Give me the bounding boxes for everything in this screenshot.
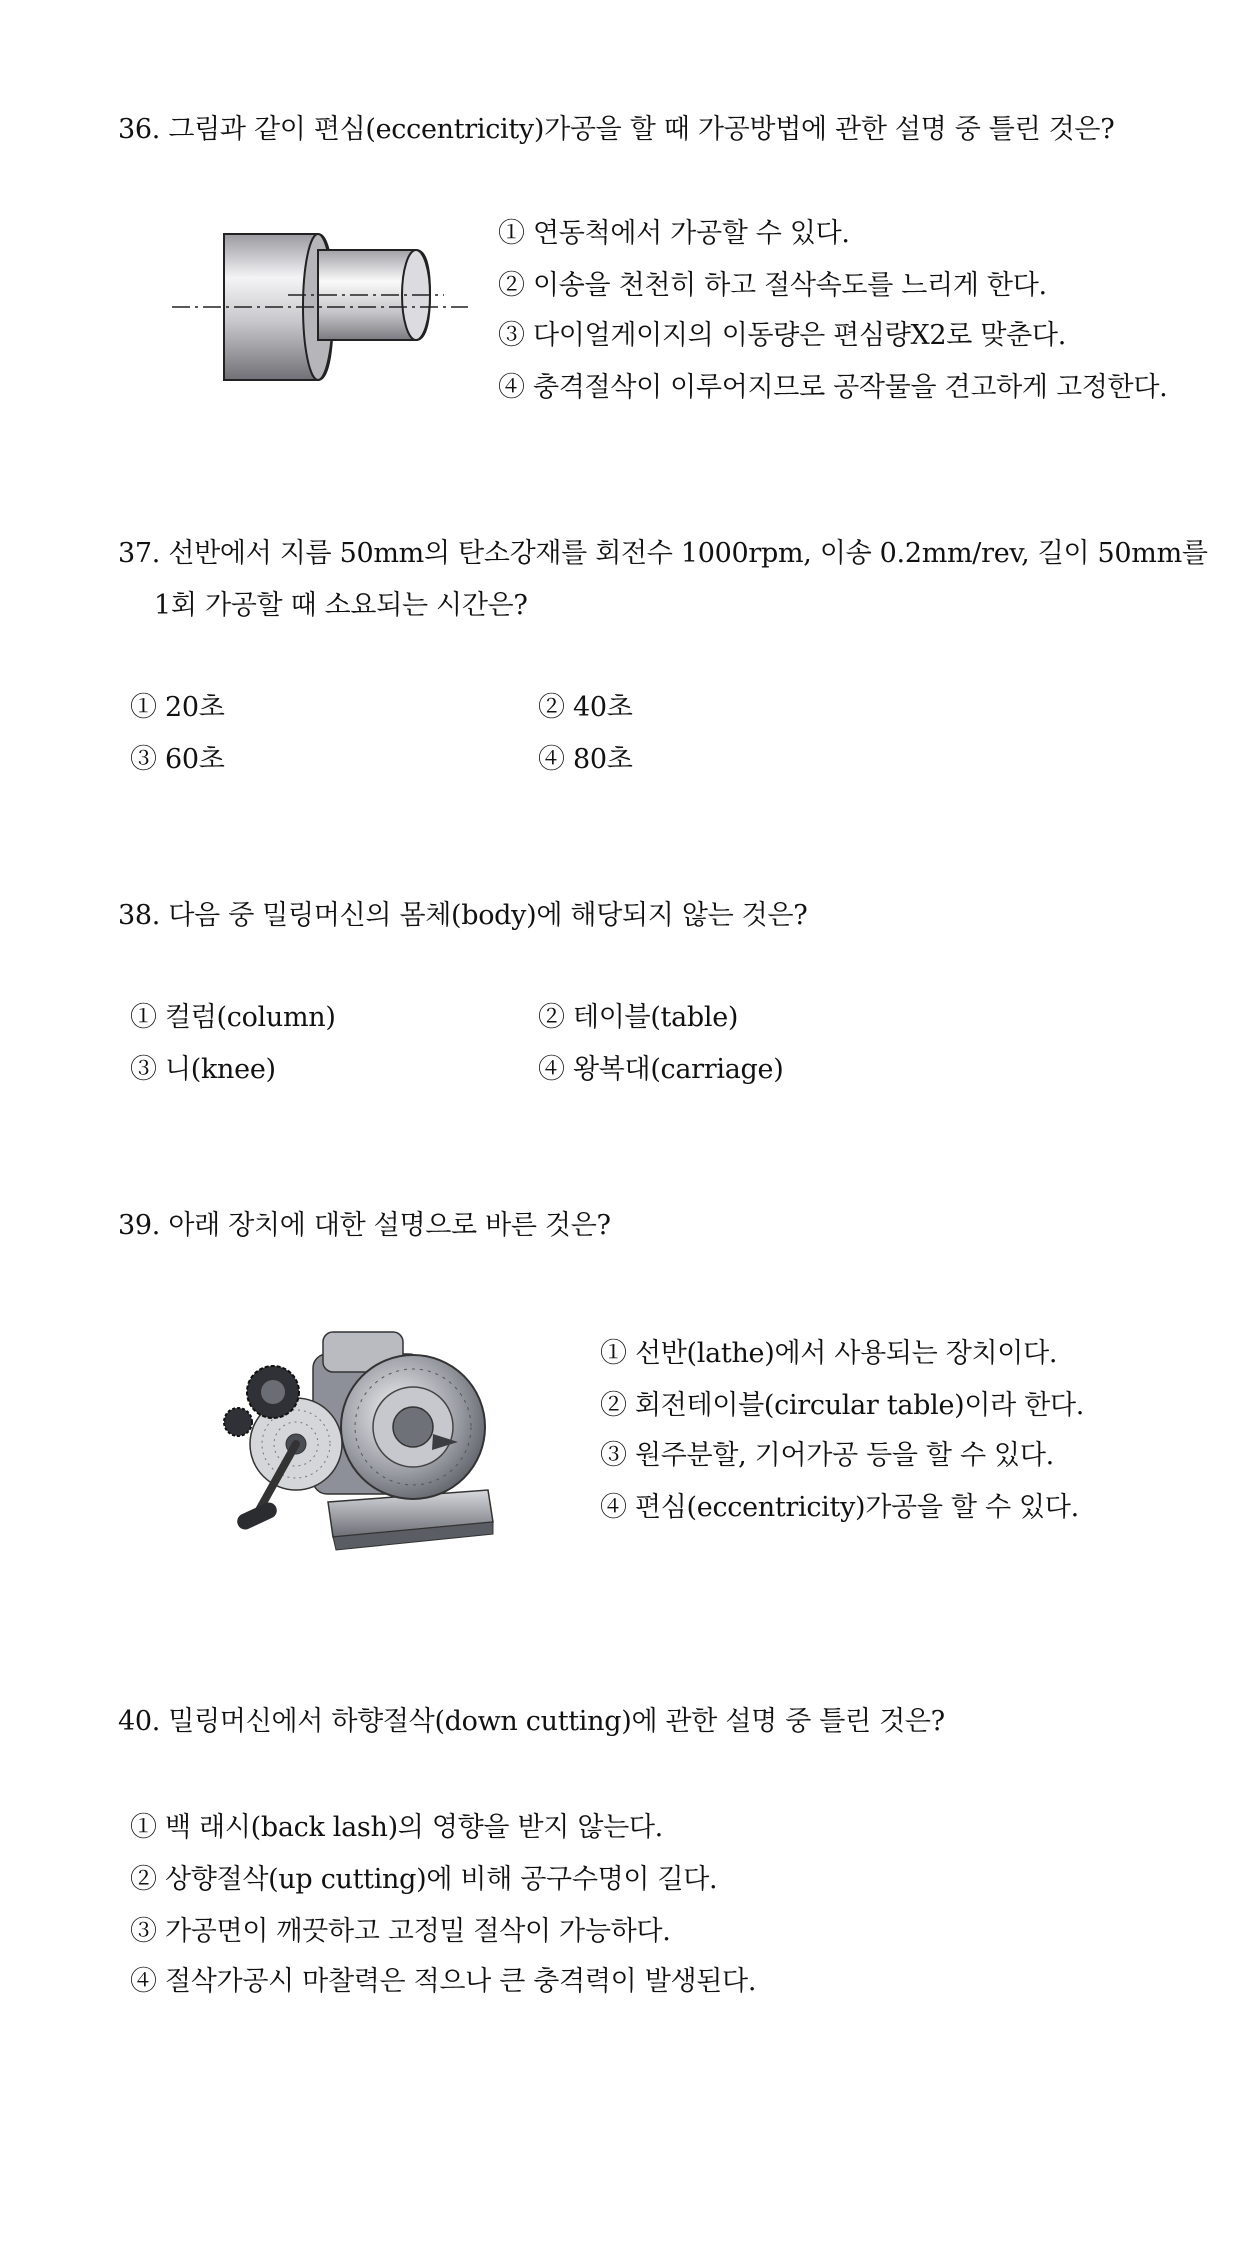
question-37-option-4[interactable]: ④ 80초 (538, 744, 633, 775)
question-36-option-3[interactable]: ③ 다이얼게이지의 이동량은 편심량X2로 맞춘다. (498, 320, 1066, 351)
question-text: 다음 중 밀링머신의 몸체(body)에 해당되지 않는 것은? (168, 900, 808, 931)
eccentric-shaft-diagram (168, 222, 478, 392)
question-number: 39. (118, 1210, 161, 1241)
question-36-option-1[interactable]: ① 연동척에서 가공할 수 있다. (498, 218, 850, 249)
question-number: 38. (118, 900, 161, 931)
question-39-option-4[interactable]: ④ 편심(eccentricity)가공을 할 수 있다. (600, 1492, 1079, 1523)
dividing-head-photo (218, 1312, 508, 1562)
question-40-option-2[interactable]: ② 상향절삭(up cutting)에 비해 공구수명이 길다. (130, 1864, 718, 1895)
question-text: 선반에서 지름 50mm의 탄소강재를 회전수 1000rpm, 이송 0.2mm/rev, 길이 50mm를 (168, 538, 1208, 569)
question-37-option-3[interactable]: ③ 60초 (130, 744, 225, 775)
question-36-title (118, 112, 1114, 148)
question-38-option-1[interactable]: ① 컬럼(column) (130, 1002, 336, 1033)
question-39-option-2[interactable]: ② 회전테이블(circular table)이라 한다. (600, 1390, 1085, 1421)
question-number: 36. (118, 114, 161, 145)
question-text: 그림과 같이 편심(eccentricity)가공을 할 때 가공방법에 관한 설명 중 틀린 것은? (168, 114, 1115, 145)
question-40-title (118, 1704, 945, 1740)
question-number: 37. (118, 538, 161, 569)
question-36-option-2[interactable]: ② 이송을 천천히 하고 절삭속도를 느리게 한다. (498, 270, 1047, 301)
question-38-option-2[interactable]: ② 테이블(table) (538, 1002, 739, 1033)
question-38-option-4[interactable]: ④ 왕복대(carriage) (538, 1054, 784, 1085)
question-39-option-1[interactable]: ① 선반(lathe)에서 사용되는 장치이다. (600, 1338, 1058, 1369)
question-number: 40. (118, 1706, 161, 1737)
question-38-option-3[interactable]: ③ 니(knee) (130, 1054, 276, 1085)
question-37-title (118, 536, 1208, 572)
question-39-option-3[interactable]: ③ 원주분할, 기어가공 등을 할 수 있다. (600, 1440, 1054, 1471)
question-39-title (118, 1208, 611, 1244)
question-38-title (118, 898, 807, 934)
question-37-option-1[interactable]: ① 20초 (130, 692, 225, 723)
question-40-option-1[interactable]: ① 백 래시(back lash)의 영향을 받지 않는다. (130, 1812, 663, 1843)
question-text: 밀링머신에서 하향절삭(down cutting)에 관한 설명 중 틀린 것은? (168, 1706, 945, 1737)
question-36-option-4[interactable]: ④ 충격절삭이 이루어지므로 공작물을 견고하게 고정한다. (498, 372, 1168, 403)
question-text: 아래 장치에 대한 설명으로 바른 것은? (168, 1210, 611, 1241)
question-40-option-4[interactable]: ④ 절삭가공시 마찰력은 적으나 큰 충격력이 발생된다. (130, 1966, 757, 1997)
question-37-option-2[interactable]: ② 40초 (538, 692, 633, 723)
question-37-continuation: 1회 가공할 때 소요되는 시간은? (154, 590, 528, 621)
question-40-option-3[interactable]: ③ 가공면이 깨끗하고 고정밀 절삭이 가능하다. (130, 1916, 671, 1947)
